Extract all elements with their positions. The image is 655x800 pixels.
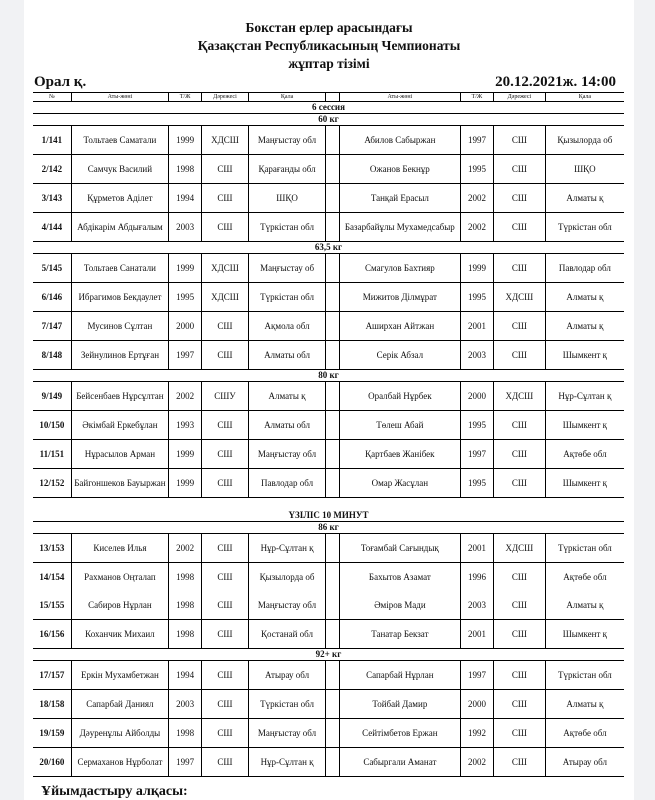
weight-class-label: 60 кг	[318, 114, 339, 124]
col-no: №	[33, 93, 71, 102]
bout-number: 19/159	[33, 719, 71, 748]
fighter-b-city: Шымкент қ	[545, 469, 624, 498]
weight-class-label: 92+ кг	[315, 649, 342, 659]
fighter-a-rank: СШ	[202, 469, 249, 498]
fighter-a-year: 1999	[169, 126, 202, 155]
fighter-a-name: Әкімбай Еркебұлан	[71, 411, 168, 440]
event-city: Орал қ.	[34, 74, 87, 90]
fighter-a-city: Маңғыстау обл	[248, 591, 326, 620]
title-line-2: Қазақстан Республикасының Чемпионаты	[197, 38, 461, 53]
fighter-a-name: Сермаханов Нұрболат	[71, 748, 168, 777]
fighter-a-rank: СШ	[202, 591, 249, 620]
fighter-a-city: Маңғыстау обл	[248, 440, 326, 469]
spacer-cell	[326, 184, 339, 213]
fighter-b-name: Қартбаев Жанібек	[339, 440, 460, 469]
session-row	[33, 102, 624, 114]
fighter-a-rank: ХДСШ	[202, 126, 249, 155]
fighter-b-city: Шымкент қ	[545, 341, 624, 370]
fighter-a-name: Бейсенбаев Нұрсұлтан	[71, 382, 168, 411]
spacer-cell	[326, 661, 339, 690]
fighter-a-year: 2002	[169, 534, 202, 563]
fighter-a-name: Абдікарім Абдығалым	[71, 213, 168, 242]
bouts-table	[33, 92, 624, 777]
spacer-cell	[326, 469, 339, 498]
fighter-b-city: Атырау обл	[545, 748, 624, 777]
fighter-b-year: 2000	[460, 382, 493, 411]
spacer-cell	[326, 620, 339, 649]
spacer-cell	[326, 440, 339, 469]
bout-row	[33, 382, 624, 411]
fighter-b-rank: СШ	[494, 748, 546, 777]
break-label: ҮЗІЛІС 10 МИНУТ	[33, 510, 624, 522]
col-rank-2: Дәрежесі	[494, 93, 546, 102]
bout-row	[33, 254, 624, 283]
fighter-b-city: Алматы қ	[545, 184, 624, 213]
fighter-b-year: 2002	[460, 184, 493, 213]
fighter-a-name: Сапарбай Даниял	[71, 690, 168, 719]
fighter-b-name: Мижитов Ділмұрат	[339, 283, 460, 312]
break-row	[33, 510, 624, 522]
bout-number: 17/157	[33, 661, 71, 690]
bout-number: 12/152	[33, 469, 71, 498]
bout-number: 5/145	[33, 254, 71, 283]
fighter-b-city: Ақтөбе обл	[545, 440, 624, 469]
fighter-a-year: 1998	[169, 719, 202, 748]
fighter-b-name: Аширхан Айтжан	[339, 312, 460, 341]
bout-number: 13/153	[33, 534, 71, 563]
bout-row	[33, 563, 624, 592]
col-city: Қала	[248, 93, 326, 102]
fighter-a-name: Коханчик Михаил	[71, 620, 168, 649]
title-line-3: жұптар тізімі	[288, 56, 370, 71]
spacer-cell	[326, 213, 339, 242]
weight-row	[33, 649, 624, 661]
fighter-b-year: 1997	[460, 661, 493, 690]
bout-row	[33, 748, 624, 777]
fighter-a-city: Қостанай обл	[248, 620, 326, 649]
spacer-cell	[326, 126, 339, 155]
fighter-a-rank: СШ	[202, 661, 249, 690]
spacer-cell	[33, 498, 624, 511]
weight-class-label: 86 кг	[318, 522, 339, 532]
fighter-b-city: Ақтөбе обл	[545, 563, 624, 592]
bout-row	[33, 661, 624, 690]
fighter-a-rank: СШ	[202, 312, 249, 341]
fighter-a-name: Тольтаев Санатали	[71, 254, 168, 283]
fighter-b-year: 1999	[460, 254, 493, 283]
fighter-b-rank: СШ	[494, 563, 546, 592]
spacer-cell	[326, 719, 339, 748]
fighter-b-rank: СШ	[494, 440, 546, 469]
bout-number: 16/156	[33, 620, 71, 649]
fighter-b-city: Шымкент қ	[545, 620, 624, 649]
col-name-2: Аты-жөні	[339, 93, 460, 102]
bout-row	[33, 312, 624, 341]
fighter-b-year: 2001	[460, 312, 493, 341]
weight-row	[33, 242, 624, 254]
fighter-a-rank: СШ	[202, 563, 249, 592]
fighter-a-city: Алматы қ	[248, 382, 326, 411]
fighter-b-name: Тойбай Дамир	[339, 690, 460, 719]
fighter-b-year: 2001	[460, 534, 493, 563]
fighter-a-year: 1995	[169, 283, 202, 312]
bout-number: 15/155	[33, 591, 71, 620]
weight-row	[33, 370, 624, 382]
bout-number: 4/144	[33, 213, 71, 242]
fighter-a-year: 1997	[169, 341, 202, 370]
fighter-b-city: Алматы қ	[545, 283, 624, 312]
fighter-a-rank: СШ	[202, 620, 249, 649]
fighter-a-city: Маңғыстау обл	[248, 126, 326, 155]
fighter-b-rank: СШ	[494, 469, 546, 498]
fighter-a-year: 1994	[169, 661, 202, 690]
bout-number: 20/160	[33, 748, 71, 777]
fighter-a-rank: СШ	[202, 690, 249, 719]
bout-row	[33, 469, 624, 498]
title-line-1: Бокстан ерлер арасындағы	[245, 20, 413, 35]
fighter-b-city: Нұр-Сұлтан қ	[545, 382, 624, 411]
fighter-b-rank: ХДСШ	[494, 534, 546, 563]
fighter-b-city: Алматы қ	[545, 312, 624, 341]
fighter-b-city: Түркістан обл	[545, 213, 624, 242]
bout-number: 18/158	[33, 690, 71, 719]
bout-number: 2/142	[33, 155, 71, 184]
bout-number: 8/148	[33, 341, 71, 370]
session-label: 6 сессия	[33, 102, 624, 114]
fighter-b-name: Бахытов Азамат	[339, 563, 460, 592]
fighter-a-city: Нұр-Сұлтан қ	[248, 748, 326, 777]
fighter-a-year: 1994	[169, 184, 202, 213]
fighter-a-rank: СШ	[202, 341, 249, 370]
col-year: Т/Ж	[169, 93, 202, 102]
fighter-b-rank: СШ	[494, 254, 546, 283]
fighter-a-rank: СШ	[202, 748, 249, 777]
spacer-cell	[326, 563, 339, 592]
fighter-b-name: Сейтімбетов Ержан	[339, 719, 460, 748]
bout-row	[33, 341, 624, 370]
spacer-cell	[326, 591, 339, 620]
bout-row	[33, 283, 624, 312]
bout-row	[33, 591, 624, 620]
fighter-a-year: 2003	[169, 213, 202, 242]
fighter-b-city: Түркістан обл	[545, 534, 624, 563]
bout-row	[33, 411, 624, 440]
spacer-cell	[326, 341, 339, 370]
col-name: Аты-жөні	[71, 93, 168, 102]
fighter-a-year: 1999	[169, 440, 202, 469]
bout-row	[33, 620, 624, 649]
fighter-a-name: Құрметов Аділет	[71, 184, 168, 213]
bout-row	[33, 213, 624, 242]
bout-number: 6/146	[33, 283, 71, 312]
fighter-b-name: Серік Абзал	[339, 341, 460, 370]
fighter-a-name: Тольтаев Саматали	[71, 126, 168, 155]
col-city-2: Қала	[545, 93, 624, 102]
fighter-a-rank: СШ	[202, 155, 249, 184]
fighter-b-name: Әміров Мади	[339, 591, 460, 620]
fighter-b-name: Танқай Ерасыл	[339, 184, 460, 213]
fighter-b-year: 1997	[460, 126, 493, 155]
fighter-a-city: Павлодар обл	[248, 469, 326, 498]
fighter-b-name: Тоғамбай Сағындық	[339, 534, 460, 563]
fighter-a-year: 1998	[169, 155, 202, 184]
fighter-b-year: 2002	[460, 213, 493, 242]
bout-row	[33, 184, 624, 213]
fighter-a-city: Түркістан обл	[248, 283, 326, 312]
fighter-b-year: 1996	[460, 563, 493, 592]
fighter-b-year: 2003	[460, 591, 493, 620]
fighter-b-rank: СШ	[494, 213, 546, 242]
fighter-a-year: 1997	[169, 748, 202, 777]
col-year-2: Т/Ж	[460, 93, 493, 102]
bout-number: 9/149	[33, 382, 71, 411]
fighter-a-name: Зейнулинов Ертұған	[71, 341, 168, 370]
fighter-a-city: Маңғыстау обл	[248, 719, 326, 748]
fighter-a-city: Түркістан обл	[248, 213, 326, 242]
fighter-a-name: Мусинов Сұлтан	[71, 312, 168, 341]
fighter-a-city: Ақмола обл	[248, 312, 326, 341]
fighter-a-rank: СШУ	[202, 382, 249, 411]
fighter-a-year: 2003	[169, 690, 202, 719]
spacer-cell	[326, 534, 339, 563]
fighter-b-name: Ожанов Бекнұр	[339, 155, 460, 184]
weight-class-label: 63,5 кг	[314, 242, 343, 252]
fighter-a-rank: ХДСШ	[202, 254, 249, 283]
fighter-a-rank: СШ	[202, 719, 249, 748]
fighter-b-city: Түркістан обл	[545, 661, 624, 690]
bout-number: 7/147	[33, 312, 71, 341]
fighter-b-city: Павлодар обл	[545, 254, 624, 283]
fighter-a-city: Атырау обл	[248, 661, 326, 690]
fighter-a-year: 1998	[169, 620, 202, 649]
fighter-b-year: 2001	[460, 620, 493, 649]
fighter-b-rank: СШ	[494, 312, 546, 341]
fighter-b-rank: ХДСШ	[494, 283, 546, 312]
fighter-a-year: 1998	[169, 591, 202, 620]
fighter-b-year: 2000	[460, 690, 493, 719]
fighter-b-year: 2002	[460, 748, 493, 777]
document-page	[24, 0, 634, 800]
fighter-a-name: Рахманов Оңталап	[71, 563, 168, 592]
fighter-a-year: 1998	[169, 563, 202, 592]
fighter-b-rank: СШ	[494, 341, 546, 370]
fighter-b-name: Смагулов Бахтияр	[339, 254, 460, 283]
spacer-cell	[326, 748, 339, 777]
fighter-a-city: ШҚО	[248, 184, 326, 213]
fighter-b-rank: СШ	[494, 690, 546, 719]
fighter-a-name: Ибрагимов Бекдаулет	[71, 283, 168, 312]
fighter-b-year: 1995	[460, 411, 493, 440]
fighter-b-city: Қызылорда об	[545, 126, 624, 155]
fighter-b-name: Омар Жасұлан	[339, 469, 460, 498]
fighter-b-rank: СШ	[494, 620, 546, 649]
fighter-b-city: Алматы қ	[545, 690, 624, 719]
bout-number: 11/151	[33, 440, 71, 469]
bout-row	[33, 719, 624, 748]
bout-number: 10/150	[33, 411, 71, 440]
weight-row	[33, 522, 624, 534]
fighter-a-name: Киселев Илья	[71, 534, 168, 563]
table-header-row	[33, 93, 624, 102]
spacer-cell	[326, 254, 339, 283]
fighter-a-rank: СШ	[202, 184, 249, 213]
fighter-b-rank: СШ	[494, 155, 546, 184]
fighter-b-rank: СШ	[494, 411, 546, 440]
fighter-a-rank: ХДСШ	[202, 283, 249, 312]
spacer-cell	[326, 283, 339, 312]
spacer-cell	[326, 155, 339, 184]
spacer-row	[33, 498, 624, 511]
fighter-b-rank: ХДСШ	[494, 382, 546, 411]
fighter-b-rank: СШ	[494, 591, 546, 620]
bout-number: 14/154	[39, 572, 65, 582]
weight-row	[33, 114, 624, 126]
fighter-b-year: 1992	[460, 719, 493, 748]
fighter-b-year: 1995	[460, 469, 493, 498]
fighter-a-year: 2002	[169, 382, 202, 411]
fighter-a-name: Дәуренұлы Айболды	[71, 719, 168, 748]
fighter-b-rank: СШ	[494, 661, 546, 690]
spacer-cell	[326, 411, 339, 440]
fighter-b-name: Абилов Сабыржан	[339, 126, 460, 155]
bout-row	[33, 440, 624, 469]
fighter-a-year: 1999	[169, 469, 202, 498]
weight-class-label: 80 кг	[318, 370, 339, 380]
fighter-b-rank: СШ	[494, 184, 546, 213]
fighter-a-rank: СШ	[202, 411, 249, 440]
organizing-committee-label: Ұйымдастыру алқасы:	[41, 784, 188, 799]
bout-row	[33, 126, 624, 155]
fighter-b-name: Сапарбай Нұрлан	[339, 661, 460, 690]
fighter-b-name: Төлеш Абай	[339, 411, 460, 440]
fighter-b-year: 1997	[460, 440, 493, 469]
fighter-b-city: Алматы қ	[545, 591, 624, 620]
fighter-b-name: Сабыргали Аманат	[339, 748, 460, 777]
fighter-a-year: 2000	[169, 312, 202, 341]
bout-number: 3/143	[33, 184, 71, 213]
fighter-a-name: Самчук Василий	[71, 155, 168, 184]
fighter-a-rank: СШ	[202, 534, 249, 563]
fighter-b-year: 2003	[460, 341, 493, 370]
fighter-b-city: ШҚО	[545, 155, 624, 184]
spacer-cell	[326, 382, 339, 411]
fighter-b-name: Оралбай Нұрбек	[339, 382, 460, 411]
fighter-a-name: Нұрасылов Арман	[71, 440, 168, 469]
meta-line	[34, 74, 616, 91]
fighter-b-city: Шымкент қ	[545, 411, 624, 440]
col-rank: Дәрежесі	[202, 93, 249, 102]
fighter-a-rank: СШ	[202, 213, 249, 242]
fighter-a-city: Алматы обл	[248, 341, 326, 370]
bout-row	[33, 155, 624, 184]
fighter-a-city: Алматы обл	[248, 411, 326, 440]
fighter-a-rank: СШ	[202, 440, 249, 469]
fighter-a-name: Сабиров Нұрлан	[71, 591, 168, 620]
spacer-cell	[326, 690, 339, 719]
fighter-a-city: Қызылорда об	[248, 563, 326, 592]
fighter-a-city: Нұр-Сұлтан қ	[248, 534, 326, 563]
bout-number: 1/141	[33, 126, 71, 155]
fighter-a-name: Еркін Мухамбетжан	[71, 661, 168, 690]
fighter-a-name: Байгоншеков Бауыржан	[71, 469, 168, 498]
fighter-b-name: Базарбайұлы Мухамедсабыр	[339, 213, 460, 242]
fighter-b-rank: СШ	[494, 126, 546, 155]
fighter-b-year: 1995	[460, 155, 493, 184]
bout-row	[33, 534, 624, 563]
fighter-a-city: Маңғыстау об	[248, 254, 326, 283]
fighter-a-year: 1999	[169, 254, 202, 283]
fighter-b-year: 1995	[460, 283, 493, 312]
bout-row	[33, 690, 624, 719]
fighter-a-year: 1993	[169, 411, 202, 440]
spacer-cell	[326, 312, 339, 341]
fighter-a-city: Қарағанды обл	[248, 155, 326, 184]
fighter-b-rank: СШ	[494, 719, 546, 748]
table-body	[33, 102, 624, 777]
event-datetime: 20.12.2021ж. 14:00	[495, 74, 616, 90]
fighter-a-city: Түркістан обл	[248, 690, 326, 719]
fighter-b-city: Ақтөбе обл	[545, 719, 624, 748]
fighter-b-name: Танатар Бекзат	[339, 620, 460, 649]
col-spacer	[326, 93, 339, 102]
